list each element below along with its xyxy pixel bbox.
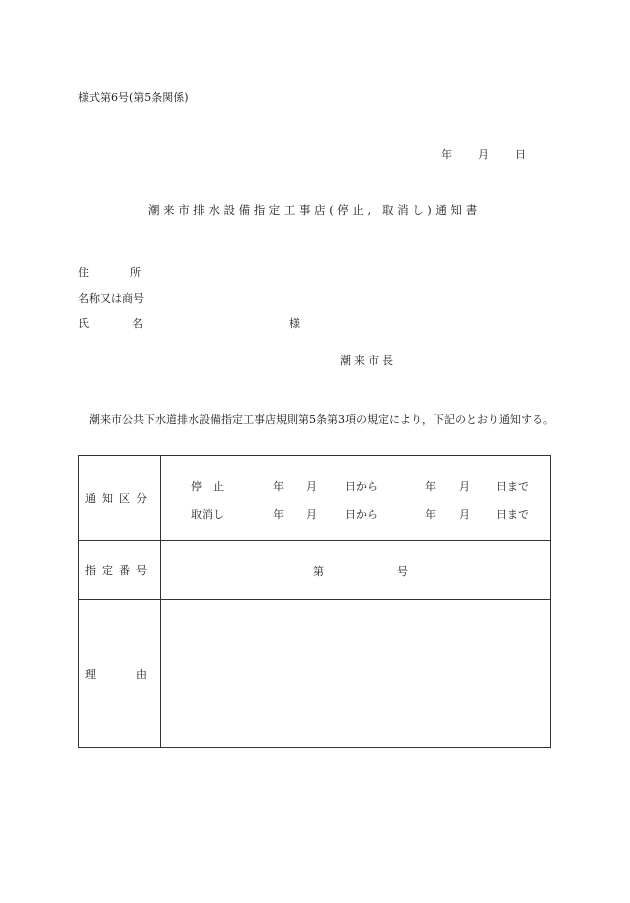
page-title: 潮来市排水設備指定工事店(停止, 取消し)通知書 xyxy=(148,203,481,217)
person-name-label: 氏 名 xyxy=(78,317,143,330)
address-label: 住 所 xyxy=(78,266,141,279)
notice-type-label-cell xyxy=(79,456,161,541)
date-year: 年 xyxy=(441,148,452,161)
date-month: 月 xyxy=(478,148,489,161)
notice-type-row xyxy=(79,456,551,541)
designation-number-cell[interactable] xyxy=(161,541,551,600)
designation-label-cell xyxy=(79,541,161,600)
suspension-label: 停 止 xyxy=(191,480,224,493)
revocation-row: 取消し 年 月 日から 年 月 日まで xyxy=(191,508,529,521)
issuer: 潮来市長 xyxy=(340,354,396,367)
date-day: 日 xyxy=(515,148,526,161)
designation-row xyxy=(79,541,551,600)
honorific: 様 xyxy=(289,317,300,330)
notice-type-cell xyxy=(161,456,551,541)
notice-type-label: 通知区分 xyxy=(85,492,153,505)
form-code: 様式第6号(第5条関係) xyxy=(78,91,189,104)
designation-label: 指定番号 xyxy=(85,564,153,577)
number-prefix: 第 xyxy=(313,565,324,578)
reason-label: 理 由 xyxy=(85,667,147,681)
notice-table xyxy=(78,455,551,748)
reason-input-cell[interactable] xyxy=(161,600,551,748)
number-suffix: 号 xyxy=(397,565,408,578)
name-trade-label: 名称又は商号 xyxy=(78,292,144,305)
body-text: 潮来市公共下水道排水設備指定工事店規則第5条第3項の規定により，下記のとおり通知する。 xyxy=(89,413,554,426)
revocation-label: 取消し xyxy=(191,508,224,521)
date-line xyxy=(441,146,526,162)
reason-row xyxy=(79,600,551,748)
reason-label-cell xyxy=(79,600,161,748)
suspension-row: 停 止 年 月 日から 年 月 日まで xyxy=(191,480,529,493)
